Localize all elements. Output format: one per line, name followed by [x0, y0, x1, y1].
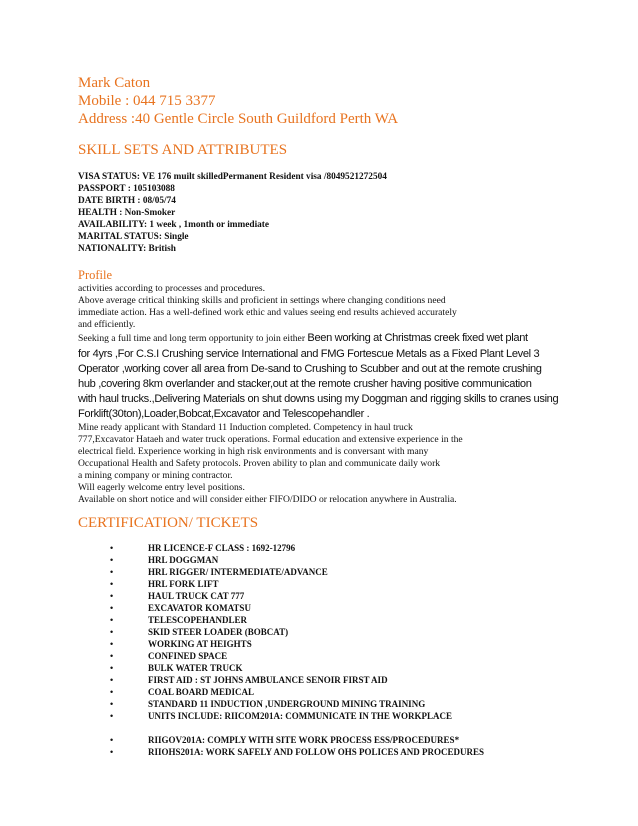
cert-item	[110, 710, 484, 722]
cert-label: HRL RIGGER/ INTERMEDIATE/ADVANCE	[148, 567, 328, 577]
profile-line: Operator ,working cover all area from De-sand to Crushing to Scubber and out at the remote crushing	[78, 363, 542, 375]
cert-label: HRL FORK LIFT	[148, 579, 219, 589]
cert-item	[110, 578, 484, 590]
profile-line: and efficiently.	[78, 319, 136, 330]
detail-line: VISA STATUS: VE 176 muilt skilledPermanent Resident visa /8049521272504	[78, 172, 387, 182]
cert-item	[110, 626, 484, 638]
bullet-icon: •	[110, 627, 114, 637]
bullet-icon: •	[110, 687, 114, 697]
cert-item	[110, 686, 484, 698]
profile-mixed-line	[78, 331, 618, 347]
cert-label: RIIGOV201A: COMPLY WITH SITE WORK PROCESS ESS/PROCEDURES*	[148, 735, 460, 745]
detail-line: MARITAL STATUS: Single	[78, 232, 189, 242]
profile-line: immediate action. Has a well-defined work ethic and values seeing end results achieved accurately	[78, 307, 457, 318]
cert-item	[110, 662, 484, 674]
profile-heading: Profile	[78, 268, 113, 282]
bullet-icon: •	[110, 675, 114, 685]
address: Address :40 Gentle Circle South Guildford Perth WA	[78, 111, 399, 127]
bullet-icon: •	[110, 639, 114, 649]
bullet-icon: •	[110, 711, 114, 721]
detail-line: PASSPORT : 105103088	[78, 184, 175, 194]
profile-line: Above average critical thinking skills and proficient in settings where changing conditions need	[78, 295, 446, 306]
bullet-icon: •	[110, 663, 114, 673]
mobile-number: Mobile : 044 715 3377	[78, 93, 216, 109]
cert-label: BULK WATER TRUCK	[148, 663, 243, 673]
cert-item	[110, 698, 484, 710]
profile-line: Forklift(30ton),Loader,Bobcat,Excavator and Telescopehandler .	[78, 408, 370, 420]
profile-line: for 4yrs ,For C.S.I Crushing service International and FMG Fortescue Metals as a Fixed Plant Level 3	[78, 348, 540, 360]
cert-label: HAUL TRUCK CAT 777	[148, 591, 245, 601]
cert-item	[110, 602, 484, 614]
detail-line: NATIONALITY: British	[78, 244, 176, 254]
bullet-icon: •	[110, 603, 114, 613]
profile-line: activities according to processes and procedures.	[78, 283, 266, 294]
bullet-icon: •	[110, 735, 114, 745]
bullet-icon: •	[110, 567, 114, 577]
profile-line: Mine ready applicant with Standard 11 Induction completed. Competency in haul truck	[78, 422, 413, 433]
profile-line: hub ,covering 8km overlander and stacker,out at the remote crusher having positive communication	[78, 378, 532, 390]
profile-line: with haul trucks.,Delivering Materials on shut downs using my Doggman and rigging skills to cranes using	[78, 393, 559, 405]
profile-line: electrical field. Experience working in high risk environments and is conversant with many	[78, 446, 429, 457]
profile-text	[78, 283, 618, 506]
cert-label: WORKING AT HEIGHTS	[148, 639, 252, 649]
skills-heading: SKILL SETS AND ATTRIBUTES	[78, 142, 288, 158]
bullet-icon: •	[110, 555, 114, 565]
cert-label: STANDARD 11 INDUCTION ,UNDERGROUND MINING TRAINING	[148, 699, 426, 709]
profile-line: 777,Excavator Hataeh and water truck operations. Formal education and extensive experience in the	[78, 434, 463, 445]
cert-label: UNITS INCLUDE: RIICOM201A: COMMUNICATE IN THE WORKPLACE	[148, 711, 453, 721]
detail-line: DATE BIRTH : 08/05/74	[78, 196, 176, 206]
bullet-icon: •	[110, 747, 114, 757]
cert-item	[110, 746, 484, 758]
personal-details	[78, 171, 387, 255]
profile-line: Occupational Health and Safety protocols. Proven ability to plan and communicate daily work	[78, 458, 441, 469]
cert-label: CONFINED SPACE	[148, 651, 228, 661]
bullet-icon: •	[110, 699, 114, 709]
detail-line: HEALTH : Non-Smoker	[78, 208, 176, 218]
bullet-icon: •	[110, 591, 114, 601]
cert-label: SKID STEER LOADER (BOBCAT)	[148, 627, 289, 637]
cert-label: EXCAVATOR KOMATSU	[148, 603, 251, 613]
profile-line: Available on short notice and will consider either FIFO/DIDO or relocation anywhere in Australia.	[78, 494, 457, 505]
cert-label: HRL DOGGMAN	[148, 555, 219, 565]
bullet-icon: •	[110, 651, 114, 661]
cert-item	[110, 734, 484, 746]
cert-item	[110, 614, 484, 626]
cert-label: RIIOHS201A: WORK SAFELY AND FOLLOW OHS POLICES AND PROCEDURES	[148, 747, 485, 757]
cert-item	[110, 554, 484, 566]
cert-item	[110, 566, 484, 578]
cert-item	[110, 542, 484, 554]
profile-line: a mining company or mining contractor.	[78, 470, 233, 481]
cert-label: FIRST AID : ST JOHNS AMBULANCE SENOIR FIRST AID	[148, 675, 388, 685]
cert-item	[110, 590, 484, 602]
cert-list	[110, 542, 484, 758]
cert-item	[110, 674, 484, 686]
profile-mixed-serif: Seeking a full time and long term opportunity to join either	[78, 333, 308, 344]
bullet-icon: •	[110, 615, 114, 625]
cert-label: TELESCOPEHANDLER	[148, 615, 248, 625]
cert-label: COAL BOARD MEDICAL	[148, 687, 255, 697]
profile-line: Will eagerly welcome entry level positions.	[78, 482, 245, 493]
detail-line: AVAILABILITY: 1 week , 1month or immediate	[78, 220, 270, 230]
bullet-icon: •	[110, 579, 114, 589]
bullet-icon: •	[110, 543, 114, 553]
candidate-name: Mark Caton	[78, 75, 151, 91]
cert-label: HR LICENCE-F CLASS : 1692-12796	[148, 543, 296, 553]
cert-heading: CERTIFICATION/ TICKETS	[78, 515, 259, 531]
cert-item	[110, 638, 484, 650]
profile-mixed-sans: Been working at Christmas creek fixed wet plant	[307, 332, 528, 344]
contact-block	[78, 74, 398, 128]
cert-item	[110, 650, 484, 662]
